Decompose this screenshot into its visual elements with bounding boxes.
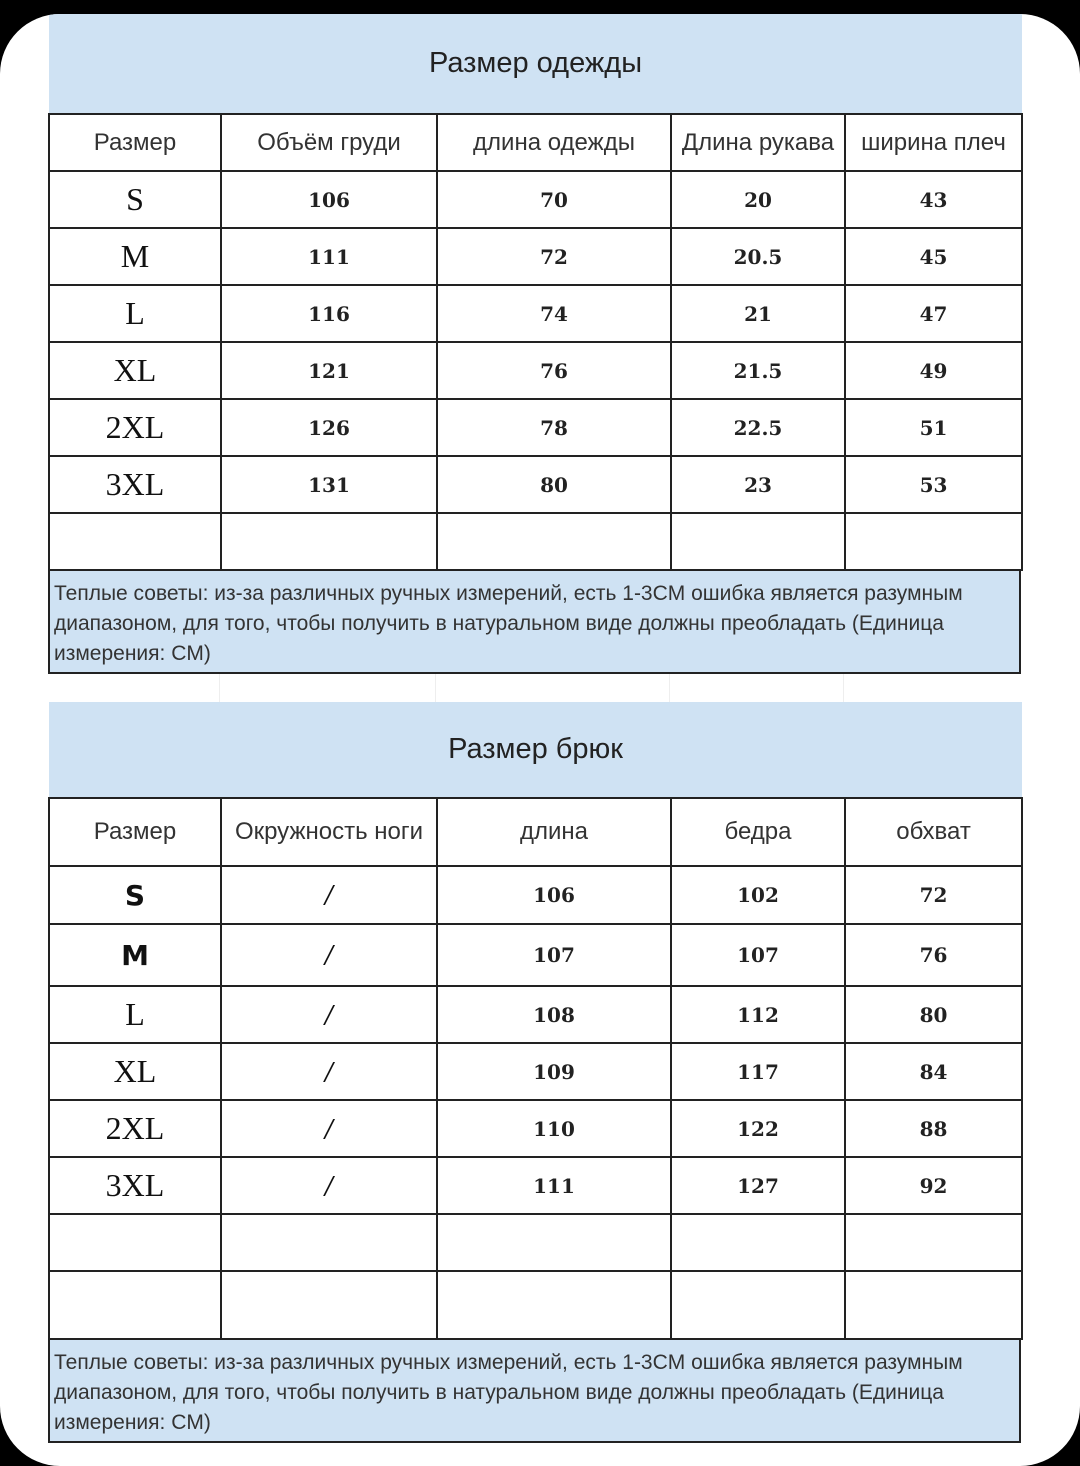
clothing-size-table (48, 14, 1023, 571)
value-cell: 43 (845, 171, 1022, 228)
empty-cell (845, 1271, 1022, 1339)
value-cell: 117 (671, 1043, 845, 1100)
table-row (49, 1043, 1022, 1100)
value-cell: 72 (845, 866, 1022, 924)
column-header: Размер (49, 114, 221, 171)
value-cell: 102 (671, 866, 845, 924)
value-cell: 106 (221, 171, 437, 228)
pants-table-title: Размер брюк (49, 702, 1022, 798)
value-cell: 88 (845, 1100, 1022, 1157)
value-cell: 112 (671, 986, 845, 1043)
size-cell: S (49, 866, 221, 924)
value-cell: 80 (845, 986, 1022, 1043)
empty-cell (49, 1271, 221, 1339)
size-cell: M (49, 924, 221, 986)
size-cell: 2XL (49, 399, 221, 456)
value-cell: 21.5 (671, 342, 845, 399)
value-cell: / (221, 924, 437, 986)
empty-cell (49, 1214, 221, 1271)
table-row (49, 342, 1022, 399)
empty-cell (221, 513, 437, 570)
empty-cell (221, 1214, 437, 1271)
value-cell: 20.5 (671, 228, 845, 285)
value-cell: / (221, 1157, 437, 1214)
empty-cell (221, 1271, 437, 1339)
value-cell: 76 (845, 924, 1022, 986)
value-cell: 47 (845, 285, 1022, 342)
empty-cell (437, 1214, 671, 1271)
value-cell: 110 (437, 1100, 671, 1157)
size-cell: 2XL (49, 1100, 221, 1157)
value-cell: 72 (437, 228, 671, 285)
value-cell: 109 (437, 1043, 671, 1100)
value-cell: 111 (221, 228, 437, 285)
empty-cell (671, 513, 845, 570)
column-header: бедра (671, 798, 845, 866)
table-row (49, 228, 1022, 285)
clothing-title-row (49, 14, 1022, 114)
empty-cell (845, 1214, 1022, 1271)
table-row (49, 399, 1022, 456)
column-header: длина одежды (437, 114, 671, 171)
pants-title-row (49, 702, 1022, 798)
clothing-measurement-note: Теплые советы: из-за различных ручных измерений, есть 1-3CM ошибка является разумным диапазоном, для того, чтобы получить в натуральном виде должны преобладать (Единица измерения: CM) (48, 571, 1021, 674)
value-cell: 23 (671, 456, 845, 513)
value-cell: 80 (437, 456, 671, 513)
value-cell: 122 (671, 1100, 845, 1157)
table-row (49, 924, 1022, 986)
value-cell: 131 (221, 456, 437, 513)
pants-size-table (48, 702, 1023, 1340)
size-cell: L (49, 986, 221, 1043)
value-cell: / (221, 1100, 437, 1157)
size-cell: M (49, 228, 221, 285)
column-header: обхват (845, 798, 1022, 866)
screenshot-card (0, 14, 1080, 1466)
column-header: Размер (49, 798, 221, 866)
value-cell: 22.5 (671, 399, 845, 456)
size-cell: L (49, 285, 221, 342)
value-cell: 74 (437, 285, 671, 342)
column-header: Длина рукава (671, 114, 845, 171)
value-cell: 53 (845, 456, 1022, 513)
empty-cell (671, 1271, 845, 1339)
clothing-table-title: Размер одежды (49, 14, 1022, 114)
table-row (49, 866, 1022, 924)
spreadsheet-gap (48, 674, 1021, 702)
value-cell: 121 (221, 342, 437, 399)
empty-cell (671, 1214, 845, 1271)
empty-row (49, 513, 1022, 570)
table-row (49, 456, 1022, 513)
value-cell: 111 (437, 1157, 671, 1214)
value-cell: / (221, 1043, 437, 1100)
table-row (49, 1157, 1022, 1214)
size-cell: S (49, 171, 221, 228)
value-cell: 49 (845, 342, 1022, 399)
clothing-header-row (49, 114, 1022, 171)
value-cell: 76 (437, 342, 671, 399)
empty-row (49, 1214, 1022, 1271)
size-cell: XL (49, 1043, 221, 1100)
column-header: Объём груди (221, 114, 437, 171)
value-cell: 21 (671, 285, 845, 342)
value-cell: 20 (671, 171, 845, 228)
value-cell: 106 (437, 866, 671, 924)
table-row (49, 285, 1022, 342)
pants-header-row (49, 798, 1022, 866)
table-row (49, 171, 1022, 228)
value-cell: 78 (437, 399, 671, 456)
table-row (49, 986, 1022, 1043)
value-cell: 108 (437, 986, 671, 1043)
value-cell: 70 (437, 171, 671, 228)
value-cell: / (221, 986, 437, 1043)
size-cell: XL (49, 342, 221, 399)
value-cell: 107 (437, 924, 671, 986)
value-cell: 84 (845, 1043, 1022, 1100)
empty-cell (49, 513, 221, 570)
empty-row (49, 1271, 1022, 1339)
value-cell: 126 (221, 399, 437, 456)
value-cell: 127 (671, 1157, 845, 1214)
value-cell: 107 (671, 924, 845, 986)
pants-measurement-note: Теплые советы: из-за различных ручных измерений, есть 1-3CM ошибка является разумным диапазоном, для того, чтобы получить в натуральном виде должны преобладать (Единица измерения: CM) (48, 1340, 1021, 1443)
size-cell: 3XL (49, 456, 221, 513)
value-cell: 45 (845, 228, 1022, 285)
column-header: ширина плеч (845, 114, 1022, 171)
value-cell: 92 (845, 1157, 1022, 1214)
column-header: Окружность ноги (221, 798, 437, 866)
value-cell: 51 (845, 399, 1022, 456)
value-cell: 116 (221, 285, 437, 342)
empty-cell (437, 513, 671, 570)
table-row (49, 1100, 1022, 1157)
empty-cell (845, 513, 1022, 570)
size-chart-sheet (48, 14, 1021, 1443)
column-header: длина (437, 798, 671, 866)
size-cell: 3XL (49, 1157, 221, 1214)
empty-cell (437, 1271, 671, 1339)
value-cell: / (221, 866, 437, 924)
